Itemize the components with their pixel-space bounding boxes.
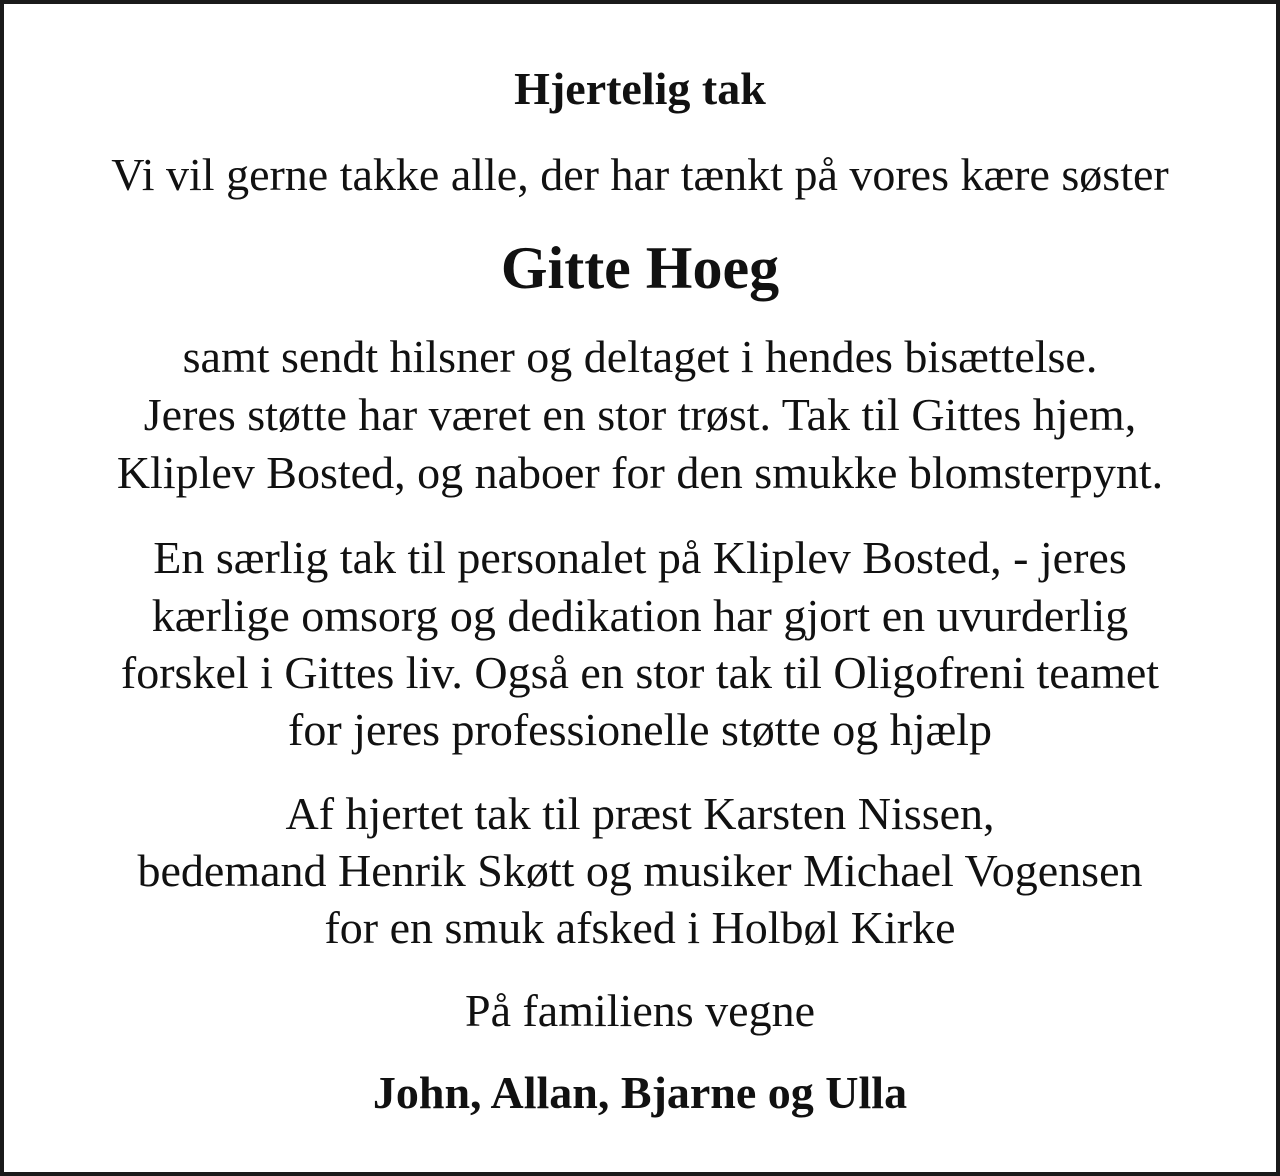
paragraph-2-line-2: kærlige omsorg og dedikation har gjort en uvurderlig <box>151 590 1129 641</box>
intro-text: Vi vil gerne takke alle, der har tænkt på vores kære søster <box>111 149 1169 200</box>
paragraph-2-line-3: forskel i Gittes liv. Også en stor tak til Oligofreni teamet <box>120 647 1160 698</box>
paragraph-2-line-1: En særlig tak til personalet på Kliplev Bosted, - jeres <box>153 532 1127 583</box>
notice-heading: Hjertelig tak <box>514 63 766 114</box>
paragraph-1-line-3: Kliplev Bosted, og naboer for den smukke blomsterpynt. <box>116 447 1164 498</box>
deceased-name: Gitte Hoeg <box>500 235 780 301</box>
paragraph-3-line-2: bedemand Henrik Skøtt og musiker Michael Vogensen <box>137 845 1143 896</box>
paragraph-3-line-3: for en smuk afsked i Holbøl Kirke <box>324 902 956 953</box>
paragraph-1-line-1: samt sendt hilsner og deltaget i hendes bisættelse. <box>182 331 1098 382</box>
paragraph-2-line-4: for jeres professionelle støtte og hjælp <box>288 704 992 755</box>
paragraph-1-line-2: Jeres støtte har været en stor trøst. Tak til Gittes hjem, <box>143 389 1137 440</box>
signatories: John, Allan, Bjarne og Ulla <box>372 1067 908 1118</box>
paragraph-3-line-1: Af hjertet tak til præst Karsten Nissen, <box>285 788 995 839</box>
closing-text: På familiens vegne <box>464 985 815 1036</box>
